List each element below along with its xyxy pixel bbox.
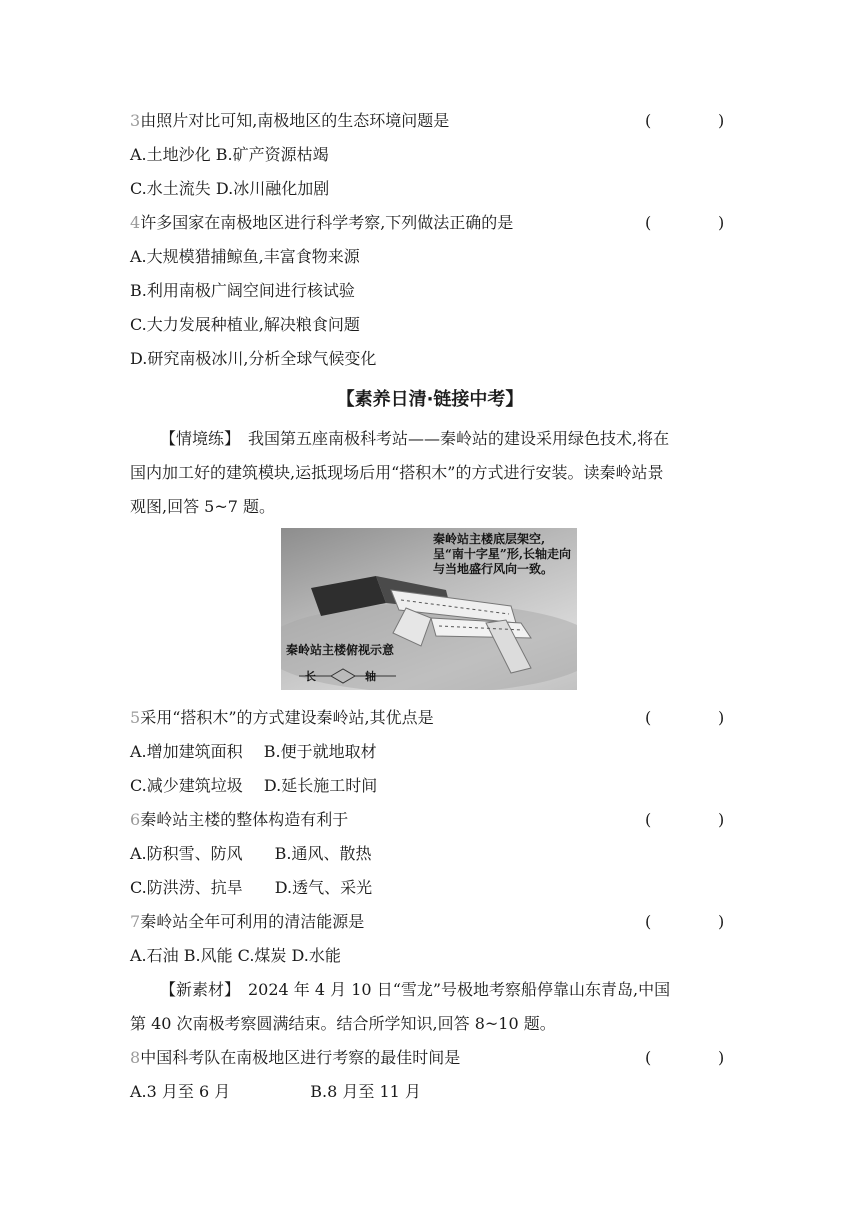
context1-line-1: 【情境练】 我国第五座南极科考站——秦岭站的建设采用绿色技术,将在: [160, 429, 670, 448]
context1-line-2: 国内加工好的建筑模块,运抵现场后用“搭积木”的方式进行安装。读秦岭站景: [130, 463, 664, 482]
q4-stem: [130, 212, 513, 234]
q6-number: 6: [130, 810, 141, 829]
q3-text: 由照片对比可知,南极地区的生态环境问题是: [140, 111, 450, 130]
q3-answer-open: (: [645, 111, 652, 130]
q5-option-row-1: A.增加建筑面积 B.便于就地取材: [130, 742, 377, 761]
q4-text: 许多国家在南极地区进行科学考察,下列做法正确的是: [140, 213, 514, 232]
legend-left-char: 长: [305, 670, 316, 683]
q7-answer-close: ): [718, 912, 725, 931]
q3-answer-close: ): [718, 111, 725, 130]
q4-option-b: B.利用南极广阔空间进行核试验: [130, 281, 355, 300]
q5-number: 5: [130, 708, 141, 727]
q6-answer-open: (: [645, 810, 652, 829]
q3-option-row-1: A.土地沙化 B.矿产资源枯竭: [130, 145, 329, 164]
q3-option-row-2: C.水土流失 D.冰川融化加剧: [130, 179, 330, 198]
q6-stem: [130, 809, 348, 831]
q8-option-row-1: A.3 月至 6 月 B.8 月至 11 月: [130, 1082, 421, 1101]
legend-right-char: 轴: [365, 670, 376, 683]
q5-answer-open: (: [645, 708, 652, 727]
q6-option-row-2: C.防洪涝、抗旱 D.透气、采光: [130, 878, 373, 897]
q3-stem: [130, 110, 449, 132]
q8-answer-open: (: [645, 1048, 652, 1067]
figure-caption-bottom: 秦岭站主楼俯视示意: [286, 643, 395, 657]
q3-number: 3: [130, 111, 141, 130]
q8-number: 8: [130, 1048, 141, 1067]
q4-option-c: C.大力发展种植业,解决粮食问题: [130, 315, 360, 334]
caption-top-line-2: 呈“南十字星”形,长轴走向: [433, 547, 571, 561]
q4-answer-close: ): [718, 213, 725, 232]
q8-stem: [130, 1047, 460, 1069]
q4-answer-open: (: [645, 213, 652, 232]
q4-number: 4: [130, 213, 141, 232]
qinling-station-photo: [281, 528, 577, 690]
q6-answer-close: ): [718, 810, 725, 829]
figure-caption-top: [433, 532, 571, 577]
q7-answer-open: (: [645, 912, 652, 931]
q8-text: 中国科考队在南极地区进行考察的最佳时间是: [140, 1048, 461, 1067]
q7-stem: [130, 911, 364, 933]
long-axis-legend: [293, 668, 413, 684]
section-title: 【素养日清·链接中考】: [336, 389, 524, 410]
q5-stem: [130, 707, 434, 729]
caption-top-line-1: 秦岭站主楼底层架空,: [433, 532, 546, 546]
context1-line-3: 观图,回答 5~7 题。: [130, 497, 276, 516]
q7-number: 7: [130, 912, 141, 931]
context2-line-2: 第 40 次南极考察圆满结束。结合所学知识,回答 8~10 题。: [130, 1014, 556, 1033]
q5-text: 采用“搭积木”的方式建设秦岭站,其优点是: [140, 708, 434, 727]
q8-answer-close: ): [718, 1048, 725, 1067]
caption-top-line-3: 与当地盛行风向一致。: [433, 562, 554, 576]
q6-text: 秦岭站主楼的整体构造有利于: [140, 810, 349, 829]
context2-line-1: 【新素材】 2024 年 4 月 10 日“雪龙”号极地考察船停靠山东青岛,中国: [160, 980, 671, 999]
q5-option-row-2: C.减少建筑垃圾 D.延长施工时间: [130, 776, 378, 795]
q6-option-row-1: A.防积雪、防风 B.通风、散热: [130, 844, 372, 863]
q7-option-row-1: A.石油 B.风能 C.煤炭 D.水能: [130, 946, 341, 965]
q4-option-a: A.大规模猎捕鲸鱼,丰富食物来源: [130, 247, 360, 266]
q4-option-d: D.研究南极冰川,分析全球气候变化: [130, 349, 377, 368]
q7-text: 秦岭站全年可利用的清洁能源是: [140, 912, 365, 931]
q5-answer-close: ): [718, 708, 725, 727]
